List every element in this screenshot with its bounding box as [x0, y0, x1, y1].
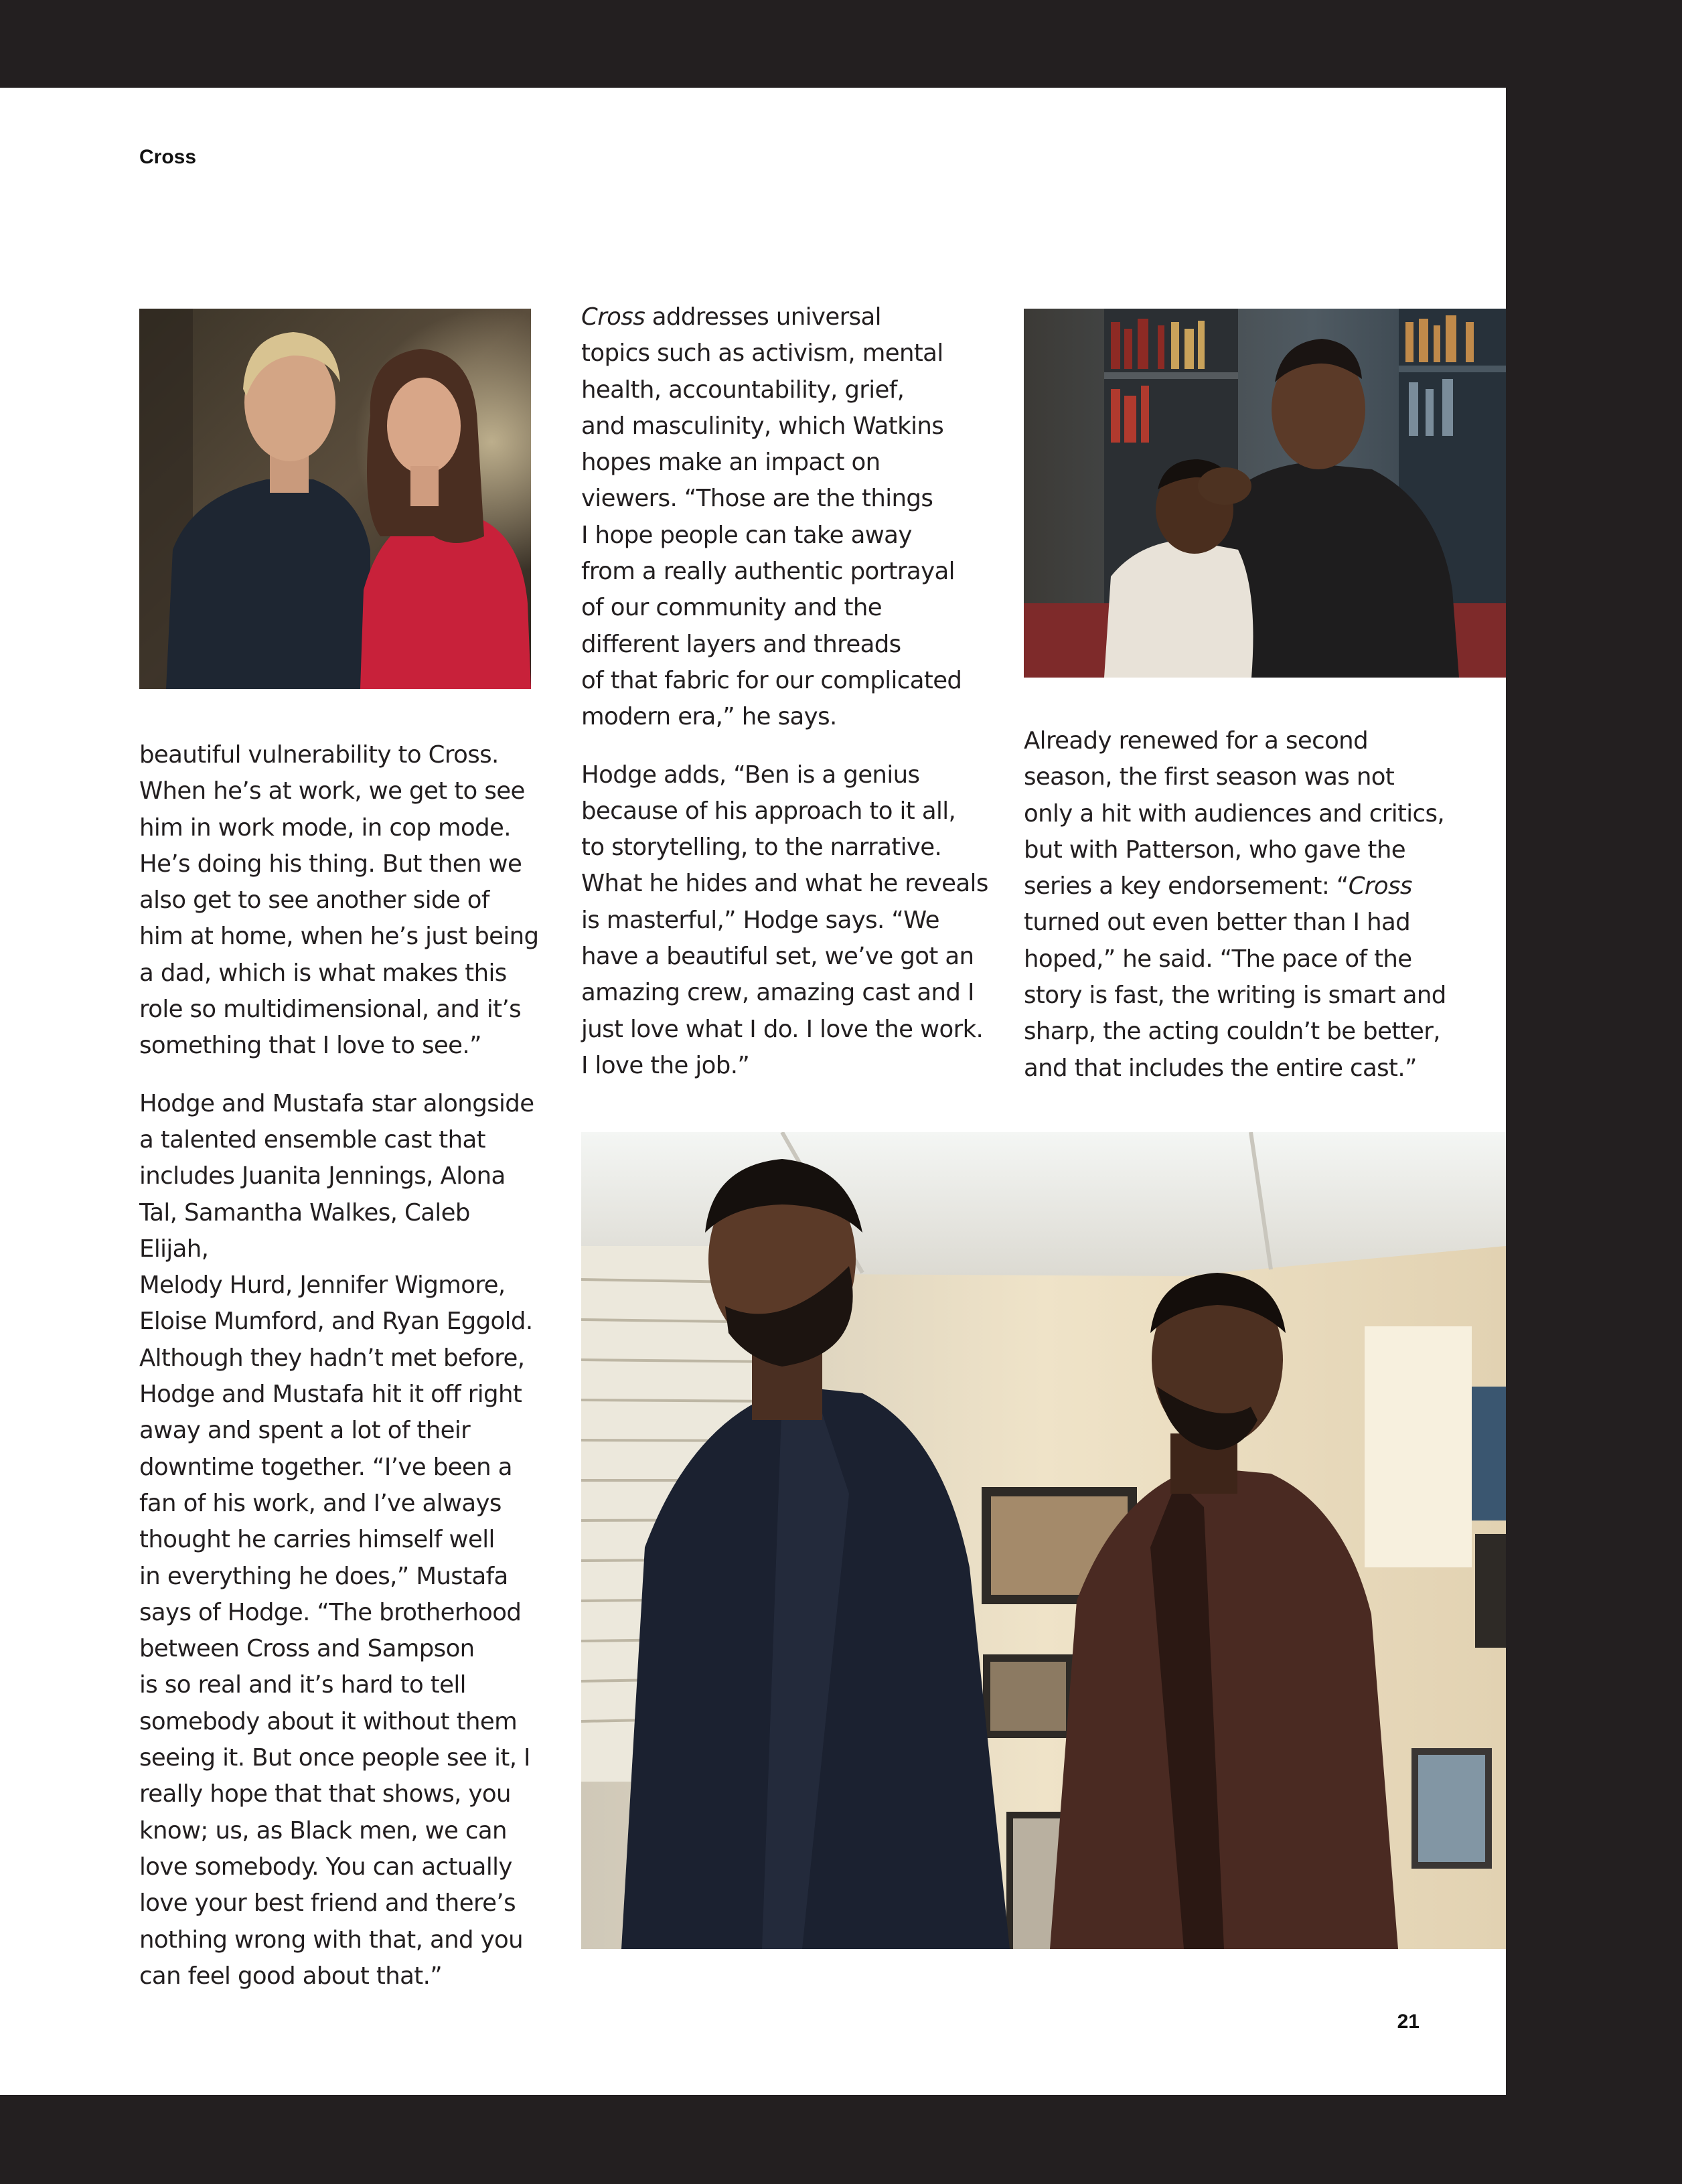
middle-paragraph-1: [581, 299, 996, 736]
running-head: Cross: [139, 146, 197, 168]
show-title-italic: Cross: [581, 303, 645, 331]
show-title-italic: Cross: [1348, 872, 1412, 901]
photo-couple: [139, 309, 531, 689]
right-paragraph-1: [1024, 723, 1452, 1087]
column-middle: [581, 299, 996, 1084]
left-paragraph-2: Hodge and Mustafa star alongside a talented ensemble cast that includes Juanita Jennings, Alona Tal, Samantha Walkes, Caleb Elijah, Melody Hurd, Jennifer Wigmore, Eloise Mumford, and Ryan Eggold. Although they hadn’t met before, Hodge and Mustafa hit it off right away and spent a lot of their downtime together. “I’ve been a fan of his work, and I’ve always thought he carries himself well in everything he does,” Mustafa says of Hodge. “The brotherhood between Cross and Sampson is so real and it’s hard to tell somebody about it without them seeing it. But once people see it, I really hope that that shows, you know; us, as Black men, we can love somebody. You can actually love your best friend and there’s nothing wrong with that, and you can feel good about that.”: [139, 1089, 534, 1990]
right-paragraph-1-before: Already renewed for a second season, the first season was not only a hit with audiences and critics, but with Patterson, who gave the series a key endorsement: “: [1024, 727, 1445, 901]
left-paragraph-1: beautiful vulnerability to Cross. When he’s at work, we get to see him in work mode, in cop mode. He’s doing his thing. But then we also get to see another side of him at home, when he’s just being a dad, which is what makes this role so multidimensional, and it’s something that I love to see.”: [139, 741, 539, 1060]
photo-father-son: [1024, 309, 1506, 678]
column-right: [1024, 723, 1452, 1087]
middle-paragraph-1-text: addresses universal topics such as activism, mental health, accountability, grief, and masculinity, which Watkins hopes make an impact on viewers. “Those are the things I hope people can take away from a really authentic portrayal of our community and the different layers and threads of that fabric for our complicated modern era,” he says.: [581, 303, 962, 731]
magazine-page: [0, 88, 1506, 2095]
right-paragraph-1-after: turned out even better than I had hoped,” he said. “The pace of the story is fast, the writing is smart and sharp, the acting couldn’t be better, and that includes the entire cast.”: [1024, 909, 1446, 1082]
column-left: [139, 737, 541, 1995]
photo-two-men: [581, 1132, 1506, 1949]
page-number: 21: [1397, 2011, 1420, 2033]
middle-paragraph-2: Hodge adds, “Ben is a genius because of his approach to it all, to storytelling, to the narrative. What he hides and what he reveals is masterful,” Hodge says. “We have a beautiful set, we’ve got an amazing crew, amazing cast and I just love what I do. I love the work. I love the job.”: [581, 761, 988, 1079]
